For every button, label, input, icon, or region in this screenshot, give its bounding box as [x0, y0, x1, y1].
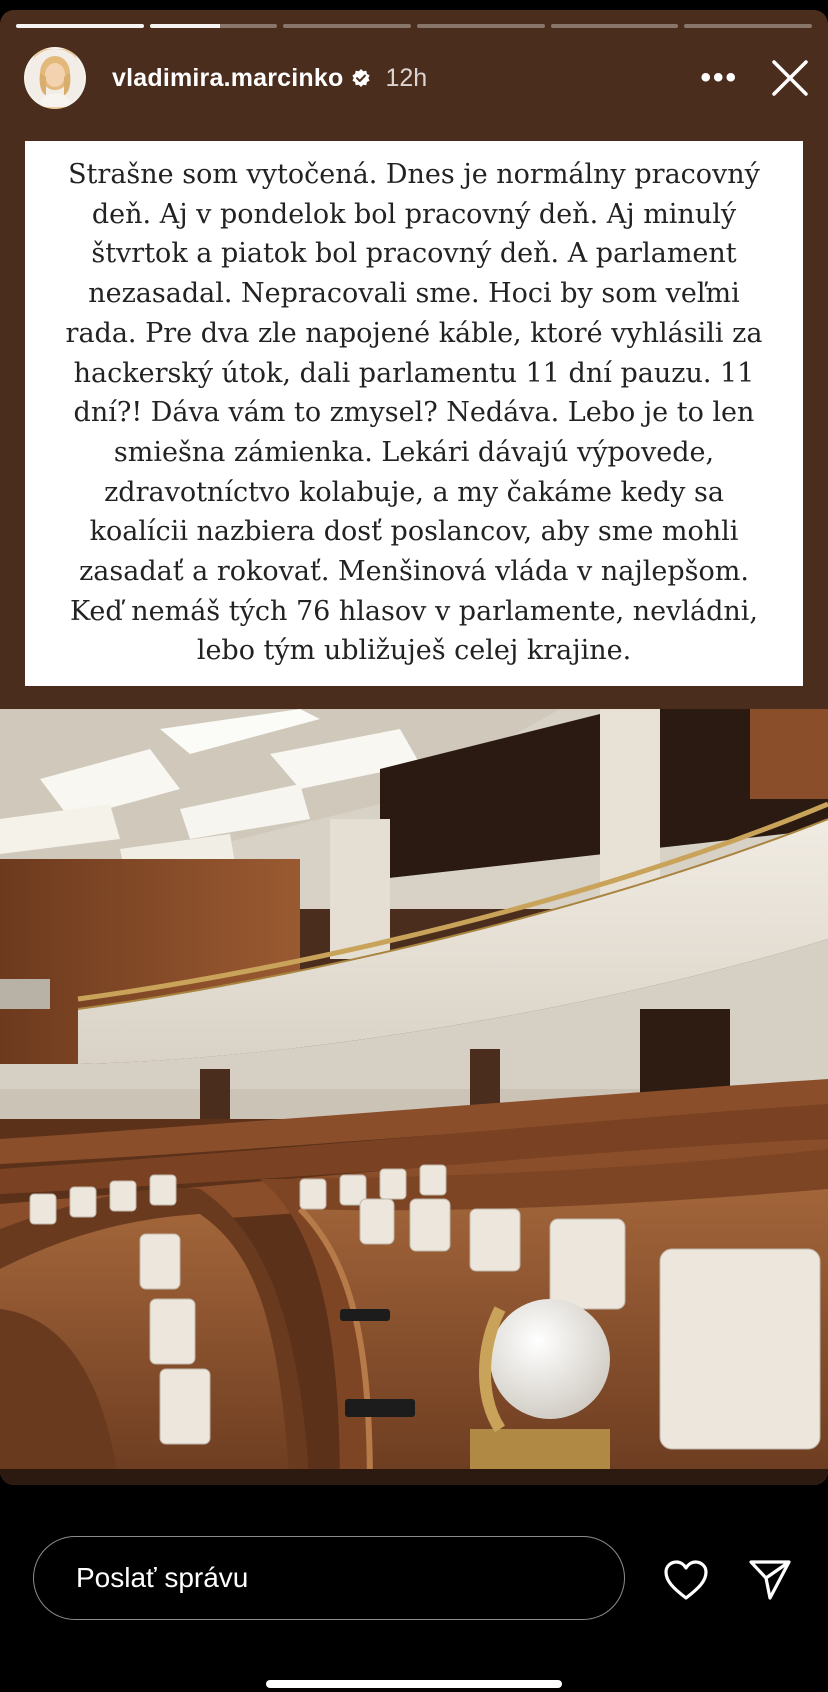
- story-text-line: rada. Pre dva zle napojené káble, ktoré vyhlásili za: [65, 317, 763, 349]
- heart-icon: [663, 1559, 709, 1601]
- story-text-line: štvrtok a piatok bol pracovný deň. A parlament: [91, 238, 737, 270]
- verified-badge-icon: [351, 68, 371, 88]
- story-text-line: Strašne som vytočená. Dnes je normálny pracovný: [68, 159, 760, 190]
- post-time: 12h: [385, 63, 428, 92]
- send-icon: [748, 1558, 792, 1602]
- story-text-line: zasadať a rokovať. Menšinová vláda v najlepšom.: [79, 556, 749, 588]
- story-text-line: smiešna zámienka. Lekári dávajú výpovede,: [113, 436, 715, 468]
- bottom-bar: [0, 1485, 828, 1692]
- close-button[interactable]: [768, 56, 812, 100]
- story-text-line: zdravotníctvo kolabuje, a my čakáme kedy sa: [104, 476, 724, 508]
- story-text-line: nezasadal. Nepracovali sme. Hoci by som veľmi: [88, 278, 740, 310]
- story-text-line: dní?! Dáva vám to zmysel? Nedáva. Lebo je to len: [73, 397, 755, 429]
- story-header: [24, 46, 812, 110]
- send-button[interactable]: [748, 1558, 792, 1602]
- story-text-line: Keď nemáš tých 76 hlasov v parlamente, nevládni,: [69, 595, 759, 627]
- avatar[interactable]: [24, 47, 86, 109]
- progress-segment: [16, 24, 144, 28]
- progress-segment: [283, 24, 411, 28]
- story-container[interactable]: [0, 10, 828, 1485]
- like-button[interactable]: [663, 1559, 709, 1601]
- story-text-line: deň. Aj v pondelok bol pracovný deň. Aj minulý: [91, 198, 737, 230]
- progress-segment: [150, 24, 278, 28]
- username[interactable]: vladimira.marcinko: [112, 63, 344, 92]
- progress-segment: [417, 24, 545, 28]
- reply-field[interactable]: [33, 1536, 625, 1620]
- more-options-button[interactable]: •••: [700, 61, 738, 94]
- home-indicator: [266, 1680, 562, 1688]
- progress-segment: [684, 24, 812, 28]
- story-text-line: lebo tým ubližuješ celej krajine.: [196, 635, 632, 667]
- story-text-card: [25, 141, 803, 686]
- message-input[interactable]: [74, 1561, 624, 1595]
- parliament-photo: [0, 709, 828, 1485]
- story-progress-bar: [16, 24, 812, 28]
- progress-segment: [551, 24, 679, 28]
- close-icon: [770, 58, 810, 98]
- story-text-line: hackerský útok, dali parlamentu 11 dní pauzu. 11: [73, 357, 755, 389]
- story-text-line: koalícii nazbiera dosť poslancov, aby sme mohli: [89, 516, 739, 548]
